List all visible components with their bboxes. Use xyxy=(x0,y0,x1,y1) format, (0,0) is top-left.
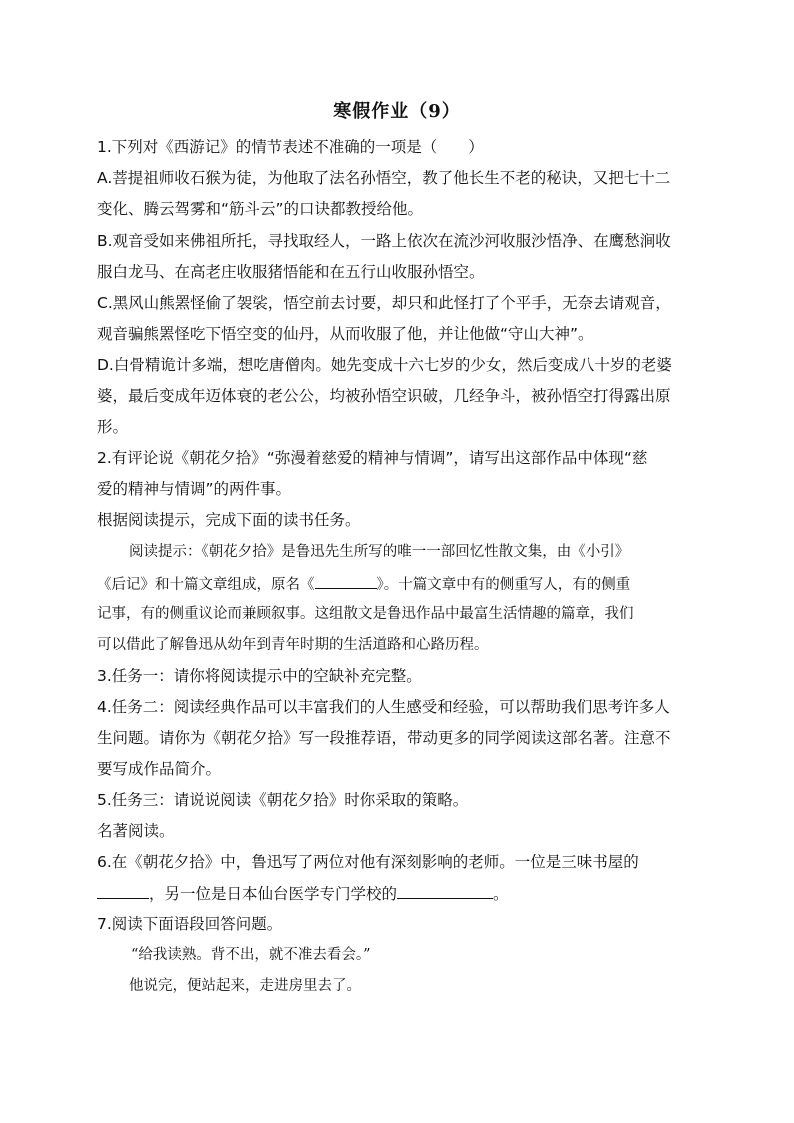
teacher2-blank[interactable] xyxy=(397,883,493,899)
reading-tip-line1: 阅读提示：《朝花夕拾》是鲁迅先生所写的唯一一部回忆性散文集，由《小引》 xyxy=(129,544,630,560)
q6-line2-middle: ，另一位是日本仙台医学专门学校的 xyxy=(149,885,398,903)
q4-line3: 要写成作品简介。 xyxy=(97,760,222,778)
q5: 5.任务三：请说说阅读《朝花夕拾》时你采取的策略。 xyxy=(97,791,469,809)
q1-option-a-line1: A.菩提祖师收石猴为徒，为他取了法名孙悟空，教了他长生不老的秘诀，又把七十二 xyxy=(97,169,671,187)
q1-option-c-line2: 观音骗熊罴怪吃下悟空变的仙丹，从而收服了他，并让他做“守山大神”。 xyxy=(97,325,594,343)
q1-stem: 1.下列对《西游记》的情节表述不准确的一项是（ ） xyxy=(97,138,484,156)
reading-tip-line2-end: 》。十篇文章中有的侧重写人，有的侧重 xyxy=(376,577,631,593)
passage-line2: 他说完，便站起来，走进房里去了。 xyxy=(129,978,361,994)
q6-line2-end: 。 xyxy=(493,885,509,903)
passage-line1: “给我读熟。背不出，就不准去看会。” xyxy=(131,947,371,963)
q1-option-a-line2: 变化、腾云驾雾和“筋斗云”的口诀都教授给他。 xyxy=(97,200,424,218)
q6-line1: 6.在《朝花夕拾》中，鲁迅写了两位对他有深刻影响的老师。一位是三味书屋的 xyxy=(97,853,639,871)
q1-option-d-line2: 婆，最后变成年迈体衰的老公公，均被孙悟空识破，几经争斗，被孙悟空打得露出原 xyxy=(97,387,671,405)
q1-option-d-line1: D.白骨精诡计多端，想吃唐僧肉。她先变成十六七岁的少女，然后变成八十岁的老婆 xyxy=(97,356,672,374)
q7: 7.阅读下面语段回答问题。 xyxy=(97,915,283,933)
original-title-blank[interactable] xyxy=(315,573,377,589)
reading-tip-line3: 记事，有的侧重议论而兼顾叙事。这组散文是鲁迅作品中最富生活情趣的篇章，我们 xyxy=(97,606,634,622)
reading-tip-line4: 可以借此了解鲁迅从幼年到青年时期的生活道路和心路历程。 xyxy=(97,637,489,653)
q4-line1: 4.任务二：阅读经典作品可以丰富我们的人生感受和经验，可以帮助我们思考许多人 xyxy=(97,698,670,716)
task-intro: 根据阅读提示，完成下面的读书任务。 xyxy=(97,511,361,529)
q3: 3.任务一：请你将阅读提示中的空缺补充完整。 xyxy=(97,667,422,685)
q2-line2: 爱的精神与情调”的两件事。 xyxy=(97,480,292,498)
q1-option-c-line1: C.黑风山熊罴怪偷了袈裟，悟空前去讨要，却只和此怪打了个平手，无奈去请观音， xyxy=(97,294,671,312)
q6-line2 xyxy=(97,883,717,904)
page-title: 寒假作业（9） xyxy=(333,101,461,122)
q2-line1: 2.有评论说《朝花夕拾》“弥漫着慈爱的精神与情调”，请写出这部作品中体现“慈 xyxy=(97,449,648,467)
reading-tip-line2 xyxy=(97,573,717,595)
q1-option-b-line2: 服白龙马、在高老庄收服猪悟能和在五行山收服孙悟空。 xyxy=(97,263,485,281)
q1-option-d-line3: 形。 xyxy=(97,418,129,436)
q1-option-b-line1: B.观音受如来佛祖所托，寻找取经人，一路上依次在流沙河收服沙悟净、在鹰愁涧收 xyxy=(97,232,671,250)
section-heading: 名著阅读。 xyxy=(97,822,175,840)
teacher1-blank[interactable] xyxy=(97,883,149,899)
q4-line2: 生问题。请你为《朝花夕拾》写一段推荐语，带动更多的同学阅读这部名著。注意不 xyxy=(97,729,671,747)
reading-tip-line2-start: 《后记》和十篇文章组成，原名《 xyxy=(97,577,315,593)
